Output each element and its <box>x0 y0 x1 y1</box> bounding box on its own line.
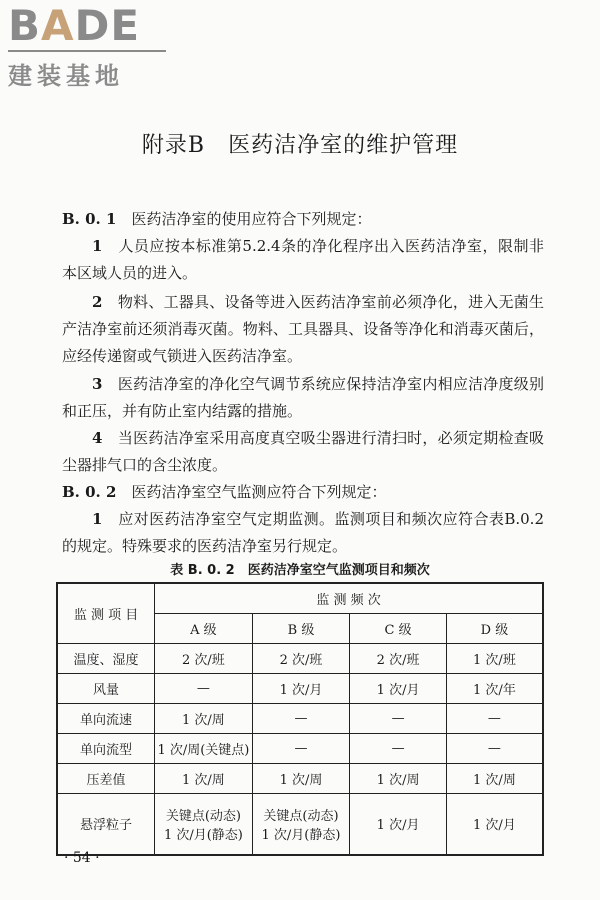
clause-text: 医药洁净室的使用应符合下列规定： <box>131 210 372 228</box>
list-item: 1 人员应按本标准第5.2.4条的净化程序出入医药洁净室，限制非本区域人员的进入。 <box>62 237 544 282</box>
clause-number: B. 0. 2 <box>62 483 117 501</box>
table-row: 单向流型 1 次/周(关键点) — — — <box>57 733 543 763</box>
header-grade: C 级 <box>350 613 447 643</box>
table-row: 单向流速 1 次/周 — — — <box>57 703 543 733</box>
header-grade: A 级 <box>155 613 253 643</box>
table-row: 悬浮粒子 关键点(动态) 1 次/月(静态) 关键点(动态) 1 次/月(静态) 1 次/月 1 次/月 <box>57 793 543 855</box>
table-caption: 表 B. 0. 2 医药洁净室空气监测项目和频次 <box>170 563 430 578</box>
logo-wordmark: BADE <box>8 1 141 50</box>
clause-text: 医药洁净室空气监测应符合下列规定： <box>131 483 387 501</box>
clause-number: B. 0. 1 <box>62 210 117 228</box>
clause-b01 <box>62 206 544 233</box>
list-item: 2 物料、工器具、设备等进入医药洁净室前必须净化，进入无菌生产洁净室前还须消毒灭菌。物料、工具器具、设备等净化和消毒灭菌后，应经传递窗或气锁进入医药洁净室。 <box>62 293 544 365</box>
page-title: 附录B 医药洁净室的维护管理 <box>141 133 459 158</box>
list-item: 1 应对医药洁净室空气定期监测。监测项目和频次应符合表B.0.2的规定。特殊要求的医药洁净室另行规定。 <box>62 510 544 555</box>
bade-logo <box>8 1 178 91</box>
header-grade: D 级 <box>446 613 543 643</box>
logo-subtitle: 建装基地 <box>8 62 124 90</box>
clause-b02 <box>62 479 544 506</box>
header-frequency: 监 测 频 次 <box>155 583 543 613</box>
table-row: 压差值 1 次/周 1 次/周 1 次/周 1 次/周 <box>57 763 543 793</box>
list-item: 3 医药洁净室的净化空气调节系统应保持洁净室内相应洁净度级别和正压，并有防止室内结露的措施。 <box>62 375 544 420</box>
monitoring-table <box>56 582 544 856</box>
page-number: · 54 · <box>64 850 100 866</box>
header-grade: B 级 <box>252 613 350 643</box>
header-item: 监 测 项 目 <box>57 583 155 643</box>
table-row: 温度、湿度 2 次/班 2 次/班 2 次/班 1 次/班 <box>57 643 543 673</box>
list-item: 4 当医药洁净室采用高度真空吸尘器进行清扫时，必须定期检查吸尘器排气口的含尘浓度。 <box>62 429 544 474</box>
table-row: 风量 — 1 次/月 1 次/月 1 次/年 <box>57 673 543 703</box>
logo-divider <box>8 50 166 52</box>
